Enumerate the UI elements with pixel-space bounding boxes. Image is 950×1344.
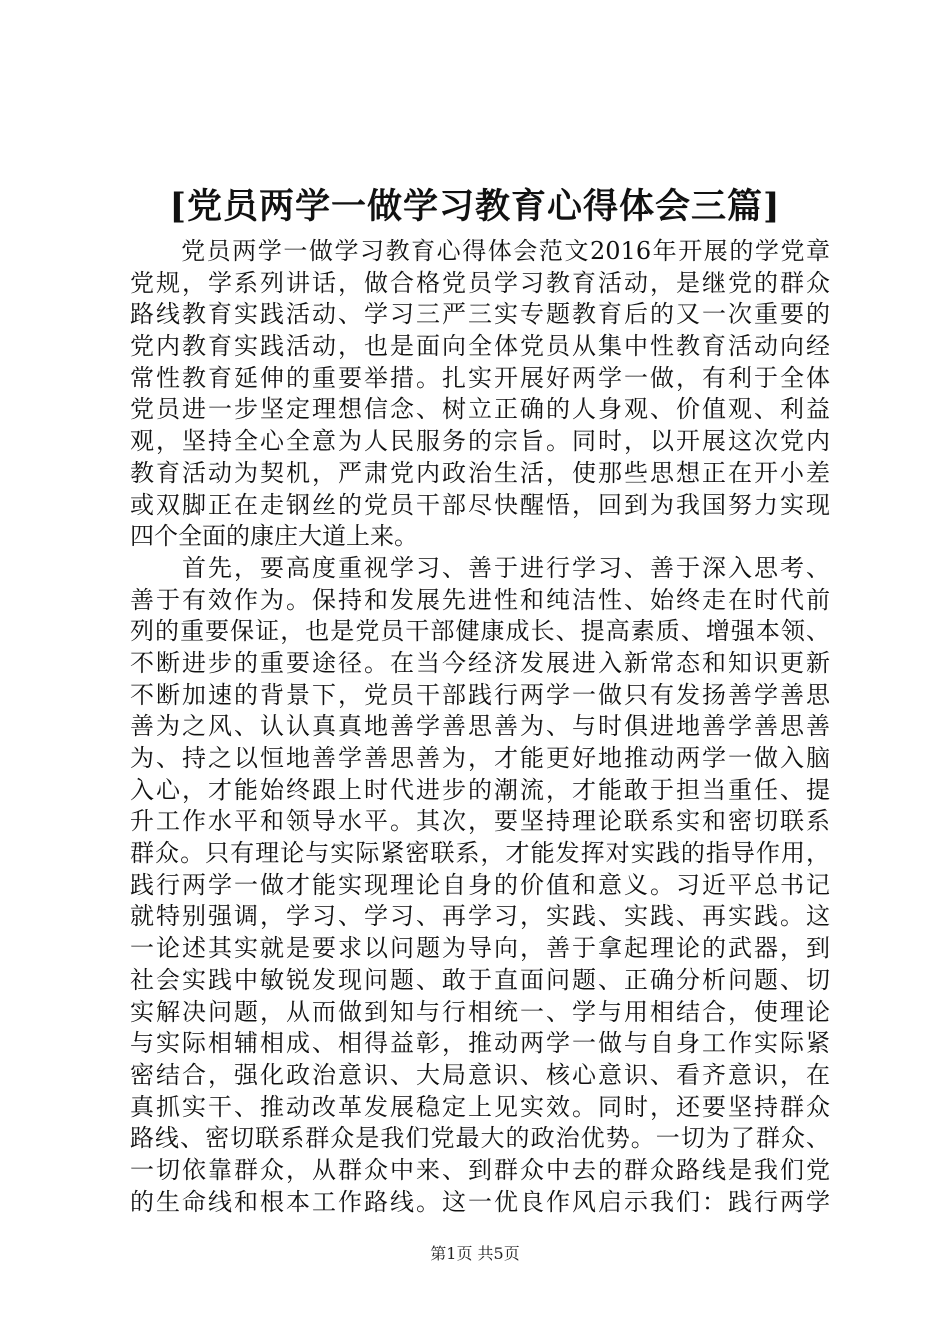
page-footer: 第1页 共5页 bbox=[430, 1244, 520, 1263]
body-text-line: 不断进步的重要途径。在当今经济发展进入新常态和知识更新 bbox=[130, 648, 830, 677]
body-text-line: 不断加速的背景下，党员干部践行两学一做只有发扬善学善思 bbox=[130, 680, 830, 709]
body-text-line: 的生命线和根本工作路线。这一优良作风启示我们：践行两学 bbox=[130, 1187, 830, 1216]
body-text-line: 教育活动为契机，严肃党内政治生活，使那些思想正在开小差 bbox=[130, 458, 830, 487]
body-text-line: 常性教育延伸的重要举措。扎实开展好两学一做，有利于全体 bbox=[130, 363, 830, 392]
body-text-line: 善于有效作为。保持和发展先进性和纯洁性、始终走在时代前 bbox=[130, 585, 830, 614]
body-text-line: 四个全面的康庄大道上来。 bbox=[130, 522, 418, 551]
document-body bbox=[130, 236, 830, 1218]
body-text-line: 社会实践中敏锐发现问题、敢于直面问题、正确分析问题、切 bbox=[130, 965, 830, 994]
body-text-line: 为、持之以恒地善学善思善为，才能更好地推动两学一做入脑 bbox=[130, 744, 830, 772]
body-text-line: 路线、密切联系群众是我们党最大的政治优势。一切为了群众、 bbox=[130, 1124, 830, 1153]
body-text-line: 党内教育实践活动，也是面向全体党员从集中性教育活动向经 bbox=[130, 332, 830, 361]
body-text-line: 入心，才能始终跟上时代进步的潮流，才能敢于担当重任、提 bbox=[130, 775, 830, 804]
body-text-line: 实解决问题，从而做到知与行相统一、学与用相结合，使理论 bbox=[130, 997, 830, 1026]
body-text-line: 密结合，强化政治意识、大局意识、核心意识、看齐意识，在 bbox=[130, 1060, 830, 1089]
body-text-line: 路线教育实践活动、学习三严三实专题教育后的又一次重要的 bbox=[130, 300, 830, 329]
document-title: [党员两学一做学习教育心得体会三篇] bbox=[169, 186, 781, 227]
body-text-line: 或双脚正在走钢丝的党员干部尽快醒悟，回到为我国努力实现 bbox=[130, 490, 830, 519]
body-text-line: 首先，要高度重视学习、善于进行学习、善于深入思考、 bbox=[130, 553, 830, 582]
body-text-line: 善为之风、认认真真地善学善思善为、与时俱进地善学善思善 bbox=[130, 712, 830, 741]
body-text-line: 党员进一步坚定理想信念、树立正确的人身观、价值观、利益 bbox=[130, 395, 830, 424]
body-text-line: 一论述其实就是要求以问题为导向，善于拿起理论的武器，到 bbox=[130, 934, 830, 963]
body-text-line: 观，坚持全心全意为人民服务的宗旨。同时，以开展这次党内 bbox=[130, 427, 830, 456]
body-text-line: 群众。只有理论与实际紧密联系，才能发挥对实践的指导作用， bbox=[130, 839, 830, 868]
body-text-line: 党员两学一做学习教育心得体会范文2016年开展的学党章 bbox=[130, 237, 830, 265]
body-text-line: 践行两学一做才能实现理论自身的价值和意义。习近平总书记 bbox=[130, 870, 830, 899]
body-text-line: 真抓实干、推动改革发展稳定上见实效。同时，还要坚持群众 bbox=[130, 1092, 830, 1121]
body-text-line: 升工作水平和领导水平。其次，要坚持理论联系实和密切联系 bbox=[130, 807, 830, 836]
body-text-line: 列的重要保证，也是党员干部健康成长、提高素质、增强本领、 bbox=[130, 617, 830, 646]
body-text-line: 就特别强调，学习、学习、再学习，实践、实践、再实践。这 bbox=[130, 902, 830, 931]
body-text-line: 一切依靠群众，从群众中来、到群众中去的群众路线是我们党 bbox=[130, 1155, 830, 1184]
body-text-line: 党规，学系列讲话，做合格党员学习教育活动，是继党的群众 bbox=[130, 268, 830, 297]
body-text-line: 与实际相辅相成、相得益彰，推动两学一做与自身工作实际紧 bbox=[130, 1029, 830, 1058]
